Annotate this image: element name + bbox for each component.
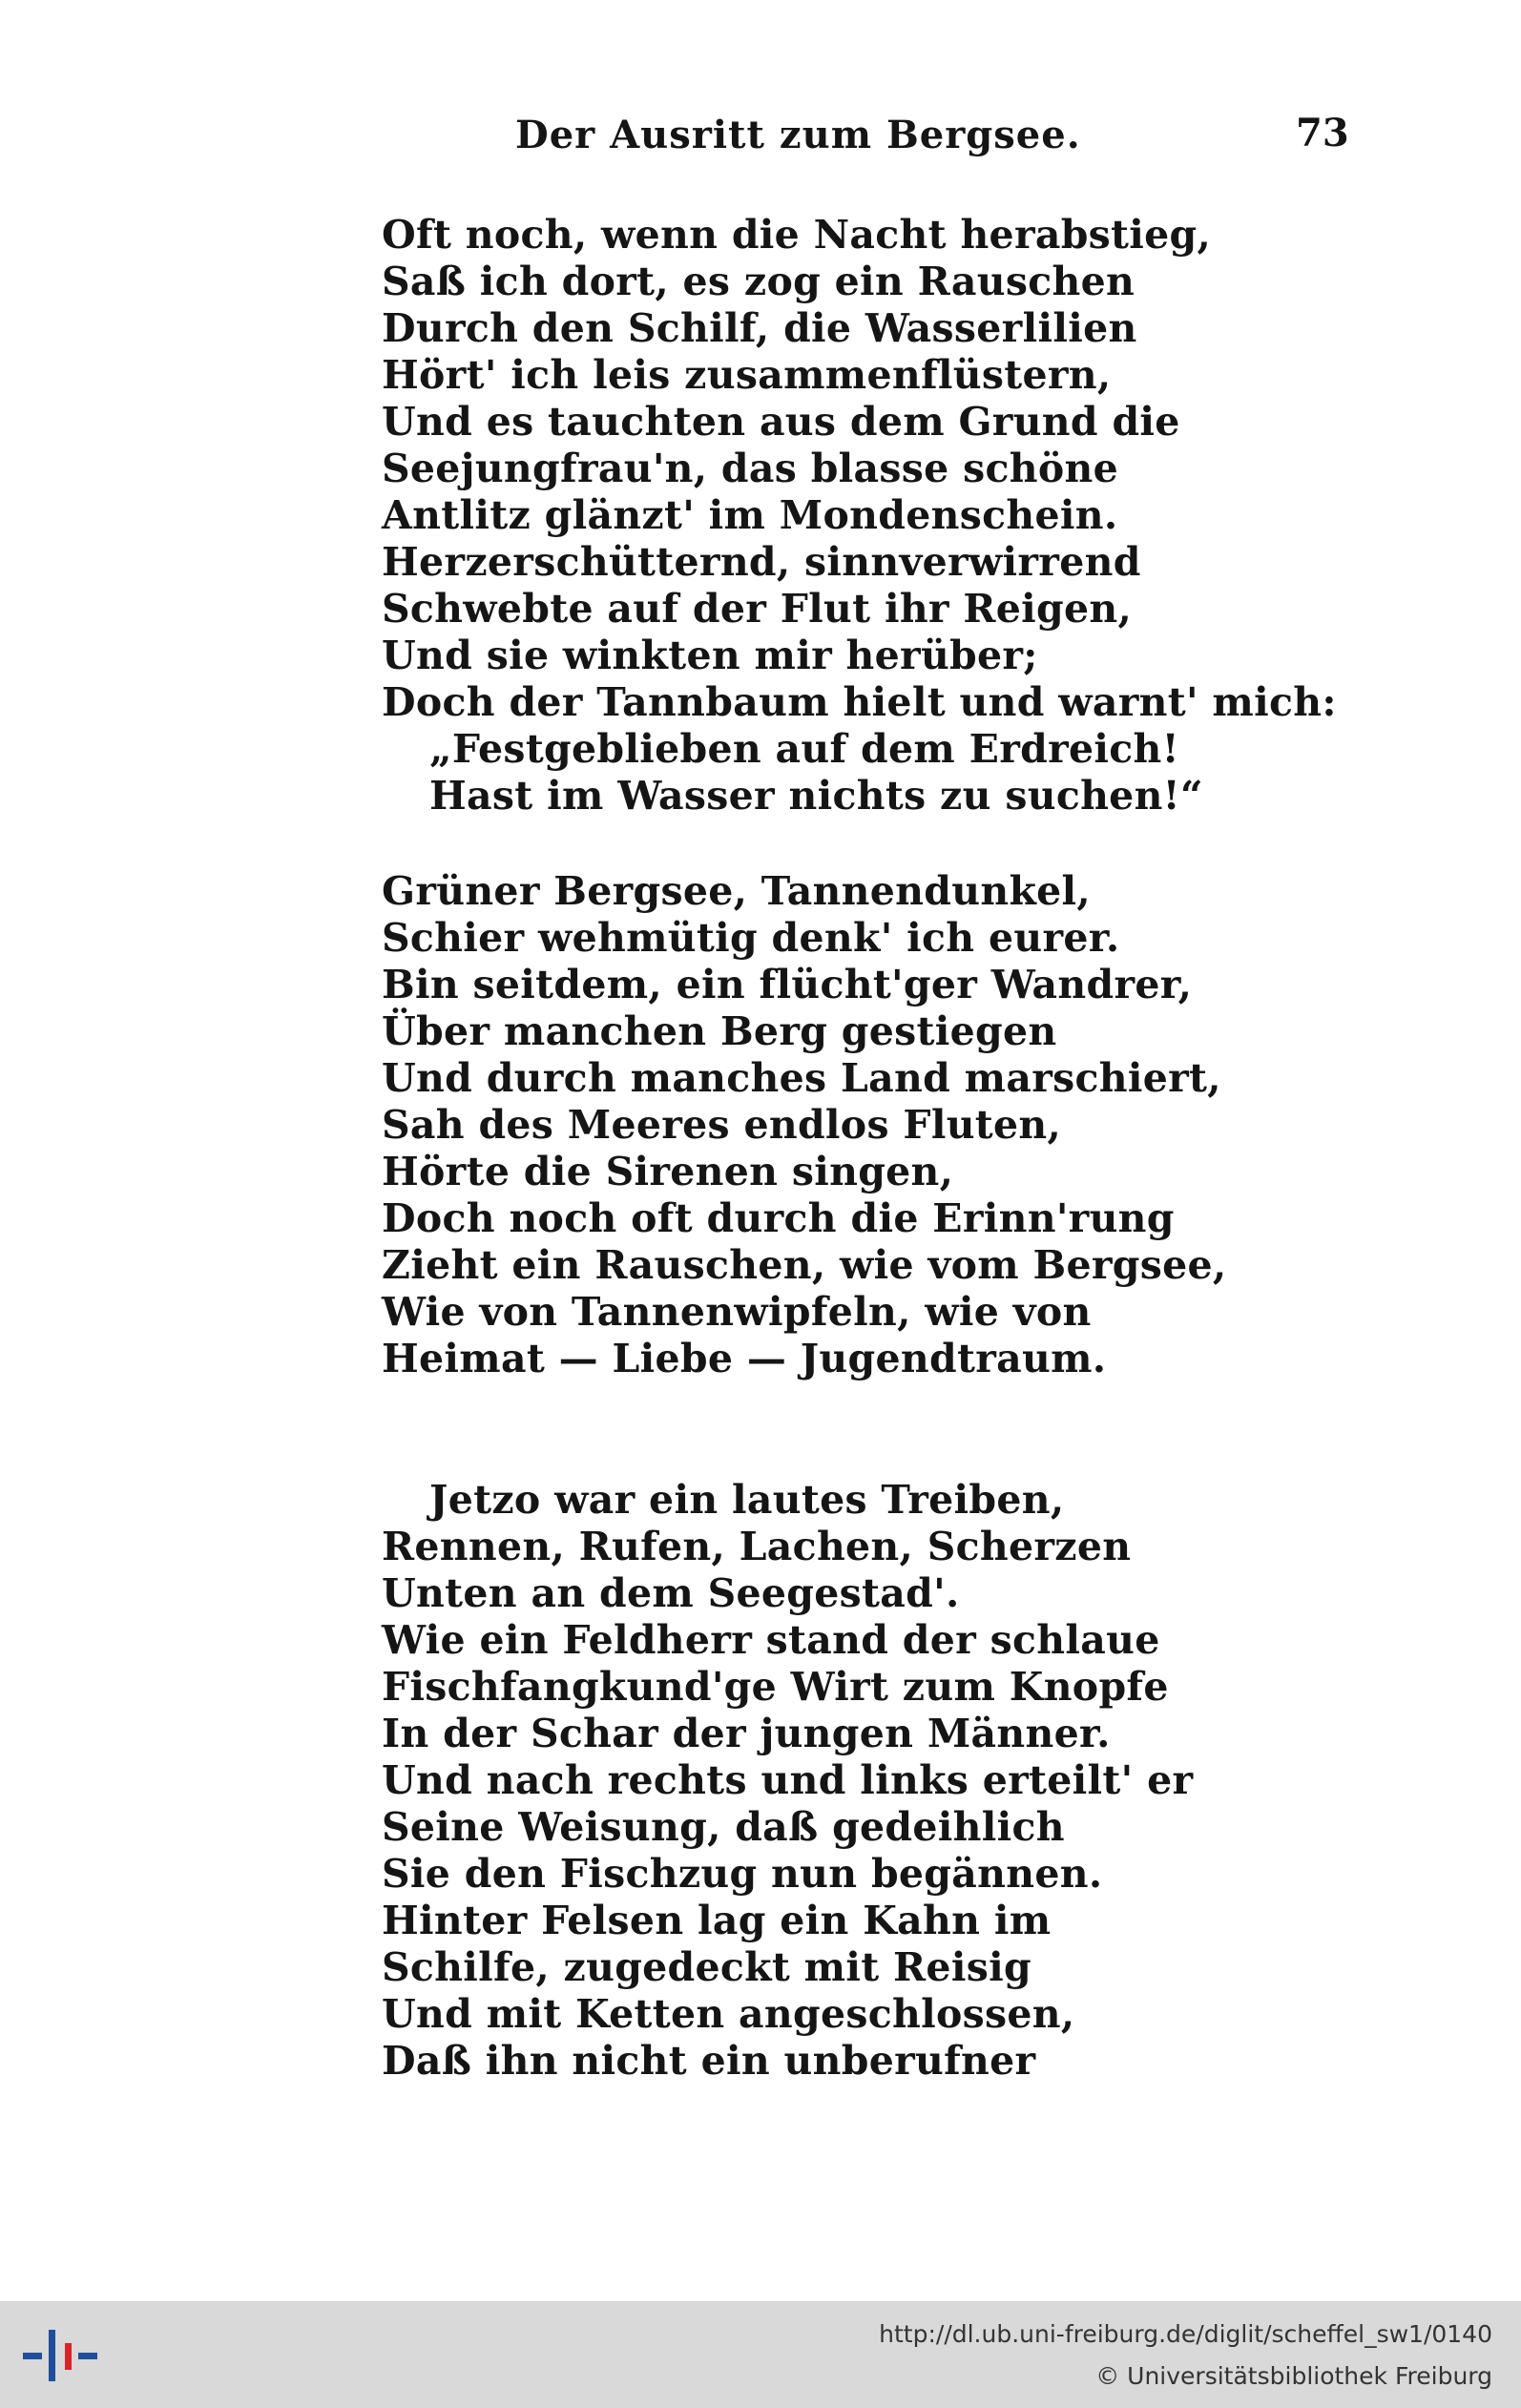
poem-line: Daß ihn nicht ein unberufner (382, 2038, 1036, 2084)
poem-line: Seine Weisung, daß gedeihlich (382, 1804, 1065, 1850)
footer-copyright: © Universitätsbibliothek Freiburg (1095, 2362, 1492, 2390)
poem-line: Fischfangkund'ge Wirt zum Knopfe (382, 1664, 1169, 1710)
poem-line: „Festgeblieben auf dem Erdreich! (429, 726, 1179, 772)
poem-line: Und durch manches Land marschiert, (382, 1055, 1221, 1101)
footer-url-link[interactable]: http://dl.ub.uni-freiburg.de/diglit/scheffel_sw1/0140 (879, 2320, 1492, 2348)
poem-line: Schilfe, zugedeckt mit Reisig (382, 1944, 1031, 1990)
poem-line: Zieht ein Rauschen, wie vom Bergsee, (382, 1242, 1227, 1288)
poem-line: Doch noch oft durch die Erinn'rung (382, 1195, 1175, 1241)
poem-line: Rennen, Rufen, Lachen, Scherzen (382, 1524, 1132, 1569)
poem-line: Und mit Ketten angeschlossen, (382, 1991, 1075, 2037)
poem-line: Unten an dem Seegestad'. (382, 1570, 960, 1616)
poem-line: Und sie winkten mir herüber; (382, 633, 1038, 678)
poem-line: Durch den Schilf, die Wasserlilien (382, 305, 1137, 351)
poem-line: Hast im Wasser nichts zu suchen!“ (429, 773, 1203, 819)
poem-line: Bin seitdem, ein flücht'ger Wandrer, (382, 962, 1193, 1007)
ub-freiburg-logo-icon[interactable] (17, 2320, 103, 2391)
poem-line: Doch der Tannbaum hielt und warnt' mich: (382, 679, 1337, 725)
poem-line: Seejungfrau'n, das blasse schöne (382, 446, 1119, 491)
stanza-3 (382, 1477, 1336, 2085)
poem-line: Jetzo war ein lautes Treiben, (429, 1477, 1065, 1523)
footer-bar (0, 2301, 1521, 2408)
poem-line: Sah des Meeres endlos Fluten, (382, 1102, 1062, 1148)
poem-line: Schwebte auf der Flut ihr Reigen, (382, 586, 1133, 632)
stanza-2 (382, 868, 1336, 1382)
running-title: Der Ausritt zum Bergsee. (515, 113, 1081, 157)
poem-line: Antlitz glänzt' im Mondenschein. (382, 492, 1118, 538)
poem-line: Hörte die Sirenen singen, (382, 1149, 954, 1194)
poem-line: Hinter Felsen lag ein Kahn im (382, 1898, 1052, 1943)
poem-line: Über manchen Berg gestiegen (382, 1008, 1057, 1054)
poem-line: Heimat — Liebe — Jugendtraum. (382, 1336, 1107, 1381)
poem-line: Oft noch, wenn die Nacht herabstieg, (382, 212, 1212, 258)
stanza-1 (382, 212, 1336, 820)
poem-line: In der Schar der jungen Männer. (382, 1711, 1111, 1756)
poem-line: Grüner Bergsee, Tannendunkel, (382, 868, 1091, 914)
poem-line: Wie ein Feldherr stand der schlaue (382, 1617, 1160, 1663)
poem-line: Hört' ich leis zusammenflüstern, (382, 352, 1112, 398)
poem-line: Herzerschütternd, sinnverwirrend (382, 539, 1141, 585)
poem-line: Und es tauchten aus dem Grund die (382, 399, 1180, 445)
page-number: 73 (1296, 111, 1349, 156)
poem-line: Sie den Fischzug nun begännen. (382, 1851, 1103, 1897)
poem-line: Schier wehmütig denk' ich eurer. (382, 915, 1120, 961)
poem-line: Wie von Tannenwipfeln, wie von (382, 1289, 1092, 1335)
poem-line: Und nach rechts und links erteilt' er (382, 1757, 1194, 1803)
poem-line: Saß ich dort, es zog ein Rauschen (382, 259, 1136, 304)
